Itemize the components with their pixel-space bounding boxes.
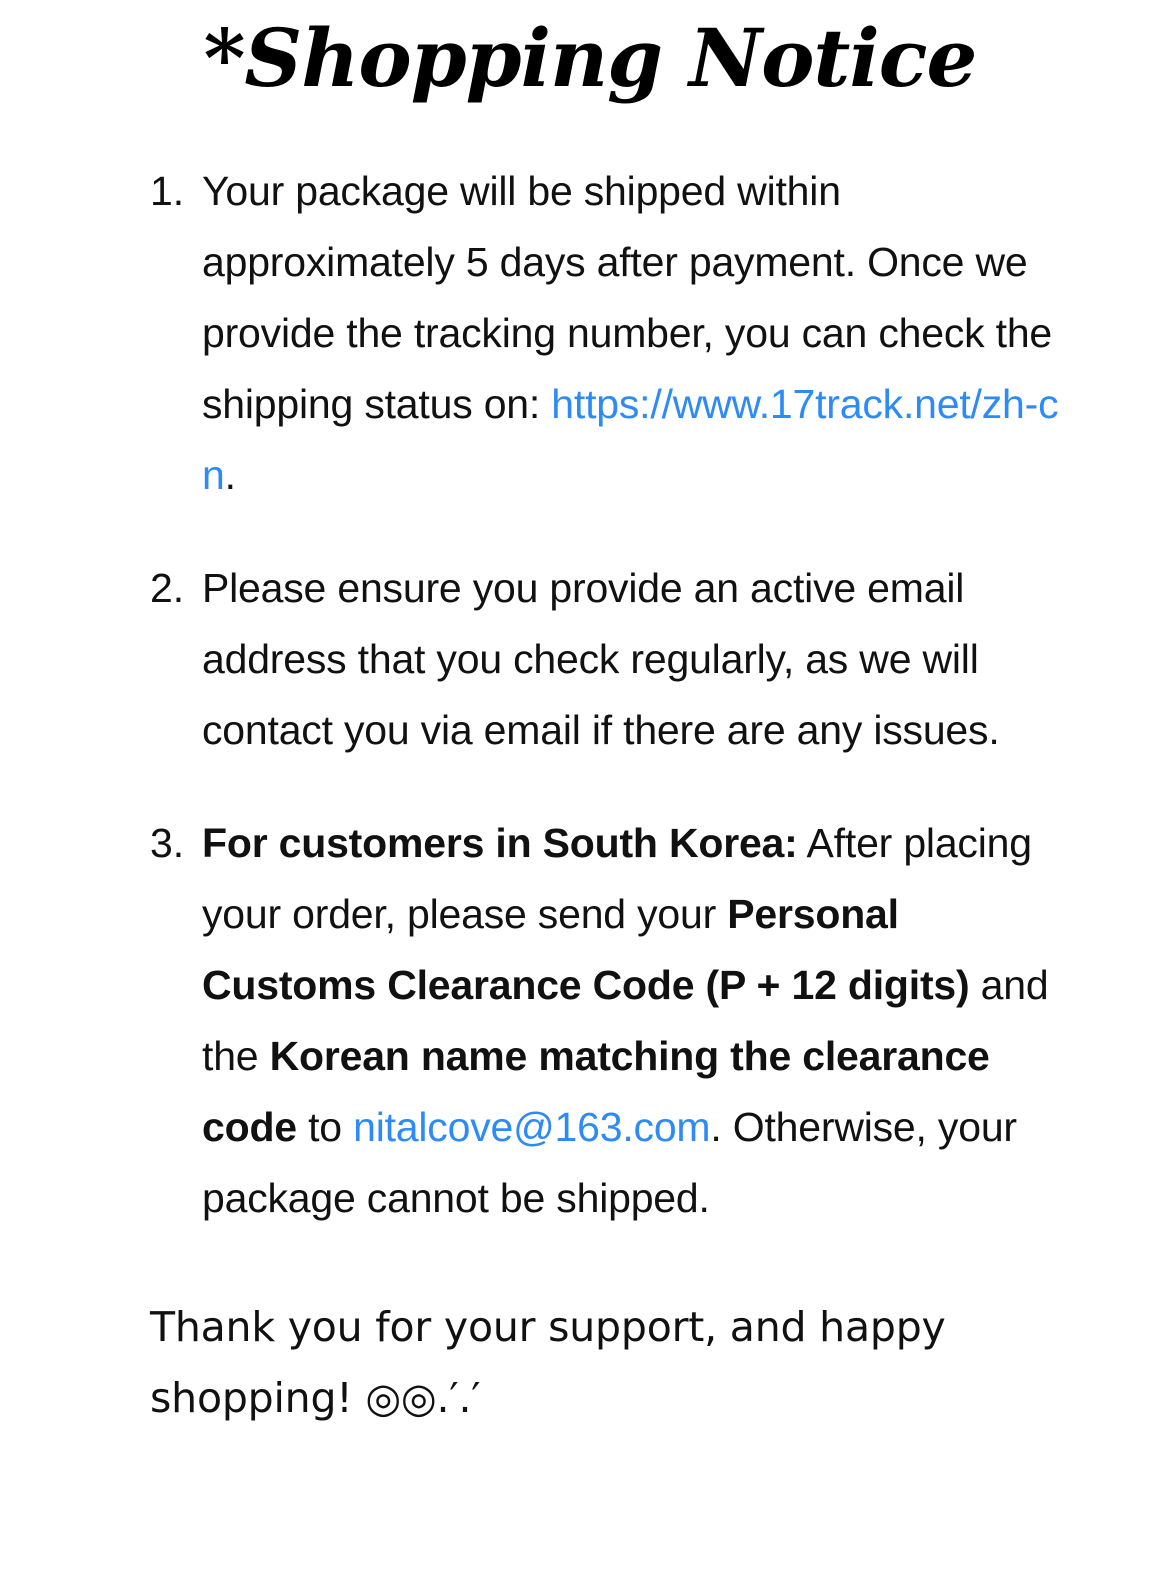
text-segment: . Otherwise, your package cannot be shipped. [202, 1104, 1017, 1221]
list-item [0, 808, 1170, 1234]
list-item-number: 1. [150, 168, 185, 214]
notice-list [0, 156, 1170, 1234]
list-item-text [202, 553, 1080, 766]
list-item [0, 553, 1170, 766]
page-title: *Shopping Notice [203, 11, 977, 105]
text-segment: After placing your order, please send your [202, 820, 1032, 937]
text-segment-bold: For customers in South Korea: [202, 820, 798, 866]
list-item-text [202, 808, 1080, 1234]
shopping-notice-page [0, 11, 1170, 1578]
text-segment-bold: Personal Customs Clearance Code (P + 12 digits) [202, 891, 970, 1008]
list-item-text [202, 156, 1080, 511]
list-item [0, 156, 1170, 511]
list-item-number: 3. [150, 820, 185, 866]
text-segment-bold: Korean name matching the clearance code [202, 1033, 990, 1150]
text-segment: and the [202, 962, 1049, 1079]
text-segment: Please ensure you provide an active email address that you check regularly, as we will contact you via email if there are any issues. [202, 565, 1000, 753]
list-item-number: 2. [150, 565, 185, 611]
text-segment: Your package will be shipped within approximately 5 days after payment. Once we provide the tracking number, you can check the shipping status on: [202, 168, 1053, 427]
text-segment: to [296, 1104, 354, 1150]
email-link[interactable]: nitalcove@163.com [353, 1104, 711, 1150]
tracking-link[interactable]: https://www.17track.net/zh-cn [202, 381, 1059, 498]
closing-text: Thank you for your support, and happy shopping! ◎◎.′.′ [150, 1303, 946, 1422]
text-segment: . [224, 452, 236, 498]
